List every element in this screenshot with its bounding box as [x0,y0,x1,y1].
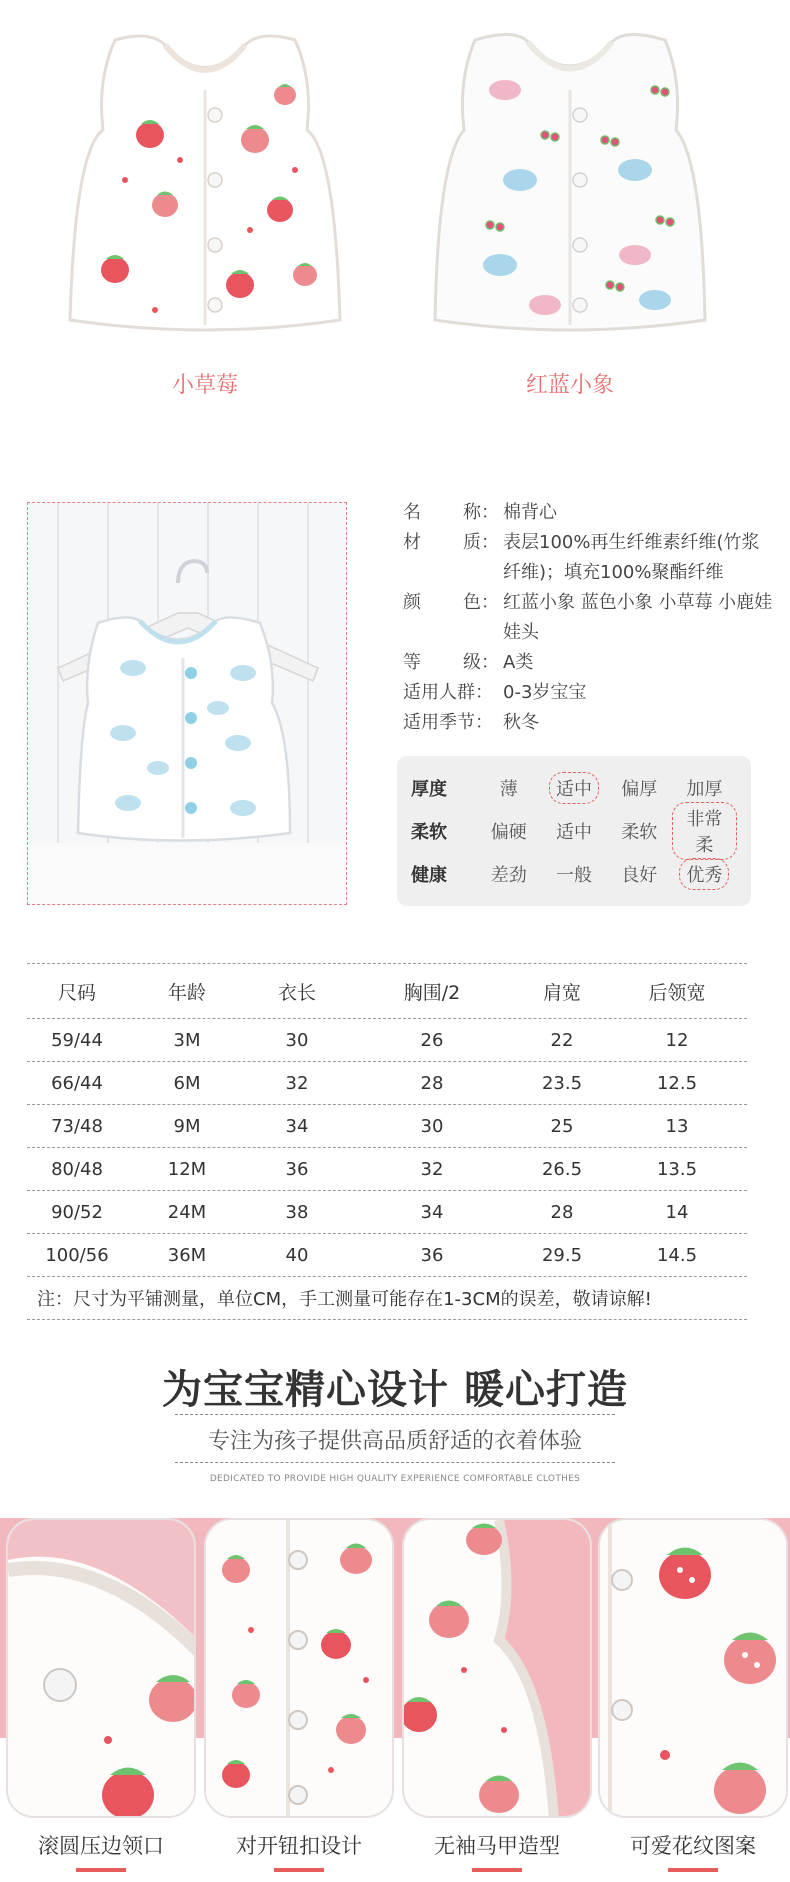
strawberry-vest-image [55,20,355,350]
spec-row-material: 材 质： 表层100%再生纤维素纤维(竹浆纤维)；填充100%聚酯纤维 [403,528,773,588]
spec-row-season: 适用季节： 秋冬 [403,708,773,738]
spec-value: 棉背心 [503,502,557,523]
spec-row-age: 适用人群： 0-3岁宝宝 [403,678,773,708]
feature-label: 无袖马甲造型 [434,1834,560,1858]
feature-label: 对开钮扣设计 [236,1834,362,1858]
size-table-note: 注：尺寸为平铺测量，单位CM，手工测量可能存在1-3CM的误差，敬请谅解! [27,1277,747,1320]
variant-label: 红蓝小象 [525,373,614,398]
size-table-header: 尺码 年龄 衣长 胸围/2 肩宽 后领宽 [27,963,747,1019]
rating-label: 厚度 [411,778,447,800]
hanging-vest-image [28,503,347,905]
divider [175,1462,615,1463]
rating-row-health: 健康 差劲 一般 良好 优秀 [411,852,737,895]
feature-card-pattern [598,1518,788,1818]
rating-label: 柔软 [411,821,447,843]
rating-selected: 优秀 [672,858,737,890]
spec-value: A类 [503,652,534,673]
divider [175,1414,615,1415]
table-row: 90/52 24M 38 34 28 14 [27,1191,747,1234]
feature-card-sleeveless [402,1518,592,1818]
spec-value: 0-3岁宝宝 [503,682,587,703]
feature-english-subtitle: DEDICATED TO PROVIDE HIGH QUALITY EXPERIENCE COMFORTABLE CLOTHES [209,1474,581,1484]
rating-label: 健康 [411,864,447,886]
rating-selected: 适中 [541,772,606,804]
table-row: 73/48 9M 34 30 25 13 [27,1105,747,1148]
feature-underline [274,1868,324,1872]
product-spec-list [403,498,773,738]
table-row: 80/48 12M 36 32 26.5 13.5 [27,1148,747,1191]
variant-strawberry[interactable] [55,20,355,399]
sleeveless-closeup-image [404,1520,592,1818]
spec-value: 秋冬 [503,712,539,733]
table-row: 66/44 6M 32 28 23.5 12.5 [27,1062,747,1105]
variant-label: 小草莓 [171,373,238,398]
feature-title: 为宝宝精心设计 暖心打造 [162,1367,628,1413]
pattern-closeup-image [600,1520,788,1818]
feature-card-collar [6,1518,196,1818]
variant-elephant[interactable] [420,20,720,399]
hanging-vest-photo [27,502,347,905]
table-row: 59/44 3M 30 26 22 12 [27,1019,747,1062]
feature-label: 可爱花纹图案 [630,1834,756,1858]
elephant-vest-photo [420,20,720,350]
spec-value: 红蓝小象 蓝色小象 小草莓 小鹿娃娃头 [503,592,773,643]
rating-selected: 非常柔 [672,802,737,860]
rating-row-softness: 柔软 偏硬 适中 柔软 非常柔 [411,809,737,852]
spec-value: 表层100%再生纤维素纤维(竹浆纤维)；填充100%聚酯纤维 [503,532,760,583]
spec-row-name: 名 称： 棉背心 [403,498,773,528]
spec-row-grade: 等 级： A类 [403,648,773,678]
feature-label: 滚圆压边领口 [38,1834,164,1858]
quality-rating-panel [397,756,751,906]
size-table [27,963,747,1320]
table-row: 100/56 36M 40 36 29.5 14.5 [27,1234,747,1277]
collar-closeup-image [8,1520,196,1818]
feature-underline [472,1868,522,1872]
feature-underline [76,1868,126,1872]
strawberry-vest-photo [55,20,355,350]
hanger-hook-icon [178,561,207,583]
feature-card-buttons [204,1518,394,1818]
feature-subtitle: 专注为孩子提供高品质舒适的衣着体验 [207,1429,582,1454]
elephant-vest-image [420,20,720,350]
buttons-closeup-image [206,1520,394,1818]
rating-row-thickness: 厚度 薄 适中 偏厚 加厚 [411,766,737,809]
feature-underline [668,1868,718,1872]
spec-row-color: 颜 色： 红蓝小象 蓝色小象 小草莓 小鹿娃娃头 [403,588,773,648]
